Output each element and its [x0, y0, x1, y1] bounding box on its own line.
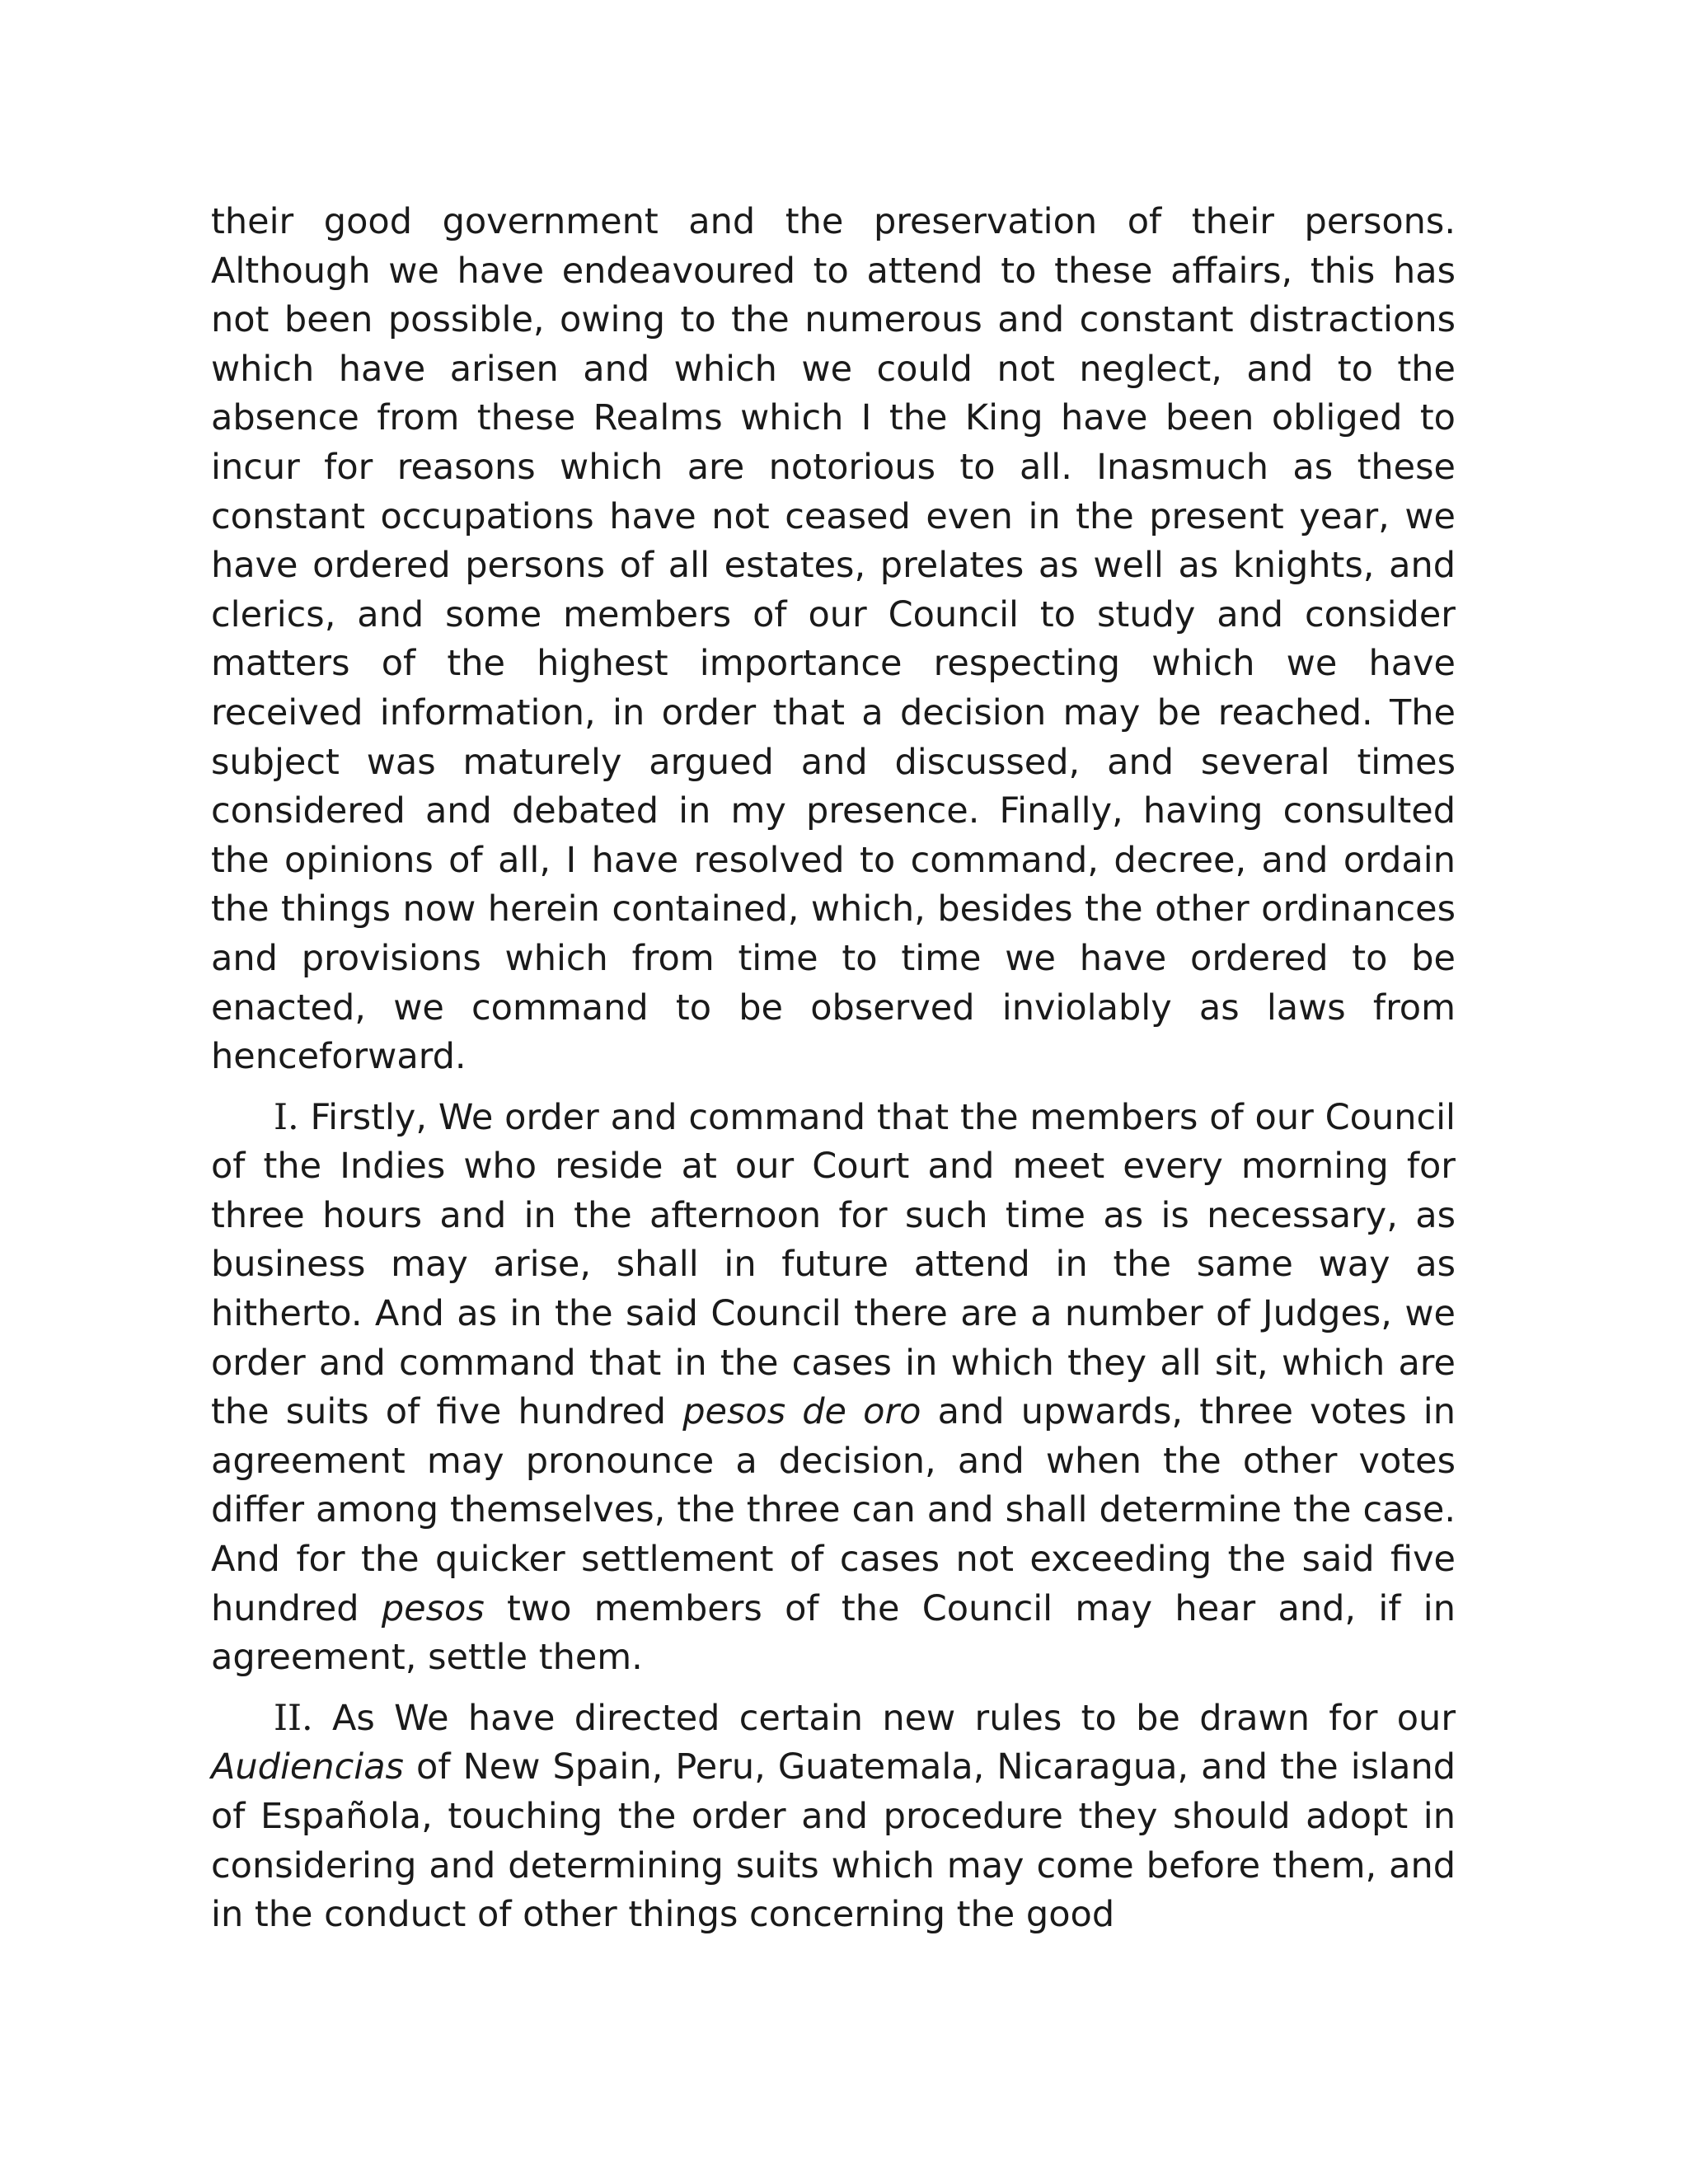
italic-term: Audiencias [211, 1746, 404, 1788]
section-numeral: I. [274, 1096, 299, 1138]
document-page [211, 198, 1456, 1940]
paragraph-section-2 [211, 1694, 1456, 1940]
italic-term: pesos [381, 1587, 485, 1629]
text-run: two members of the Council may hear and, if in agreement, settle them. [211, 1587, 1456, 1679]
section-numeral: II. [274, 1697, 313, 1739]
text-run: As We have directed certain new rules to be drawn for our [312, 1697, 1456, 1739]
paragraph-continuation [211, 198, 1456, 1082]
text-run: Firstly, We order and command that the members of our Council of the Indies who reside at our Court and meet every morning for three hours and in the afternoon for such time as is necessary, as business may arise, shall in future attend in the same way as hitherto. And as in the said Council there are a number of Judges, we order and command that in the cases in which they all sit, which are the suits of five hundred [211, 1096, 1456, 1433]
text-run: and upwards, three votes in agreement may pronounce a decision, and when the other votes differ among themselves, the three can and shall determine the case. And for the quicker settlement of cases not exceeding the said five hundred [211, 1391, 1456, 1629]
text-run: of New Spain, Peru, Guatemala, Nicaragua, and the island of Española, touching the order and procedure they should adopt in considering and determining suits which may come before them, and in the conduct of other things concerning the good [211, 1746, 1456, 1936]
text-run: their good government and the preservation of their persons. Although we have endeavoured to attend to these affairs, this has not been possible, owing to the numerous and constant distractions which have arisen and which we could not neglect, and to the absence from these Realms which I the King have been obliged to incur for reasons which are notorious to all. Inasmuch as these constant occupations have not ceased even in the present year, we have ordered persons of all estates, prelates as well as knights, and clerics, and some members of our Council to study and consider matters of the highest importance respecting which we have received information, in order that a decision may be reached. The subject was maturely argued and discussed, and several times considered and debated in my presence. Finally, having consulted the opinions of all, I have resolved to command, decree, and ordain the things now herein contained, which, besides the other ordinances and provisions which from time to time we have ordered to be enacted, we command to be observed inviolably as laws from henceforward. [211, 201, 1456, 1078]
italic-term: pesos de oro [682, 1391, 921, 1433]
paragraph-section-1 [211, 1094, 1456, 1683]
